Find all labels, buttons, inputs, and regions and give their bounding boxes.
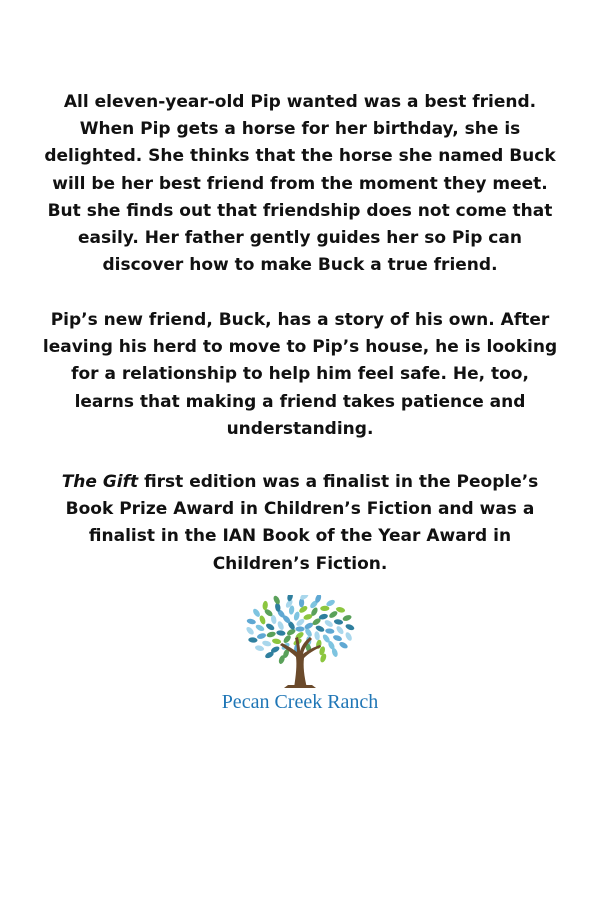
tree-leaf [272, 638, 282, 645]
tree-icon [240, 595, 360, 695]
tree-leaf [248, 637, 258, 643]
tree-leaf [282, 634, 292, 644]
tree-leaf [286, 628, 297, 637]
tree-leaf [286, 595, 293, 602]
tree-leaf [338, 641, 349, 650]
tree-leaf [342, 614, 352, 622]
blurb-paragraph-3 [40, 469, 560, 578]
tree-leaf [344, 631, 353, 642]
tree-leaf [328, 610, 339, 619]
tree-leaf [324, 619, 335, 628]
tree-leaf [246, 618, 256, 625]
tree-leaf [293, 611, 301, 621]
tree-leaf [335, 625, 345, 635]
book-title: The Gift [61, 472, 139, 492]
tree-leaf [252, 608, 262, 619]
tree-leaf [262, 640, 272, 648]
blurb-paragraph-2: Pip’s new friend, Buck, has a story of his own. After leaving his herd to move to Pip’s house, he is looking for a relationship to help him feel safe. He, too, learns that making a friend takes patience and understanding. [42, 310, 558, 439]
tree-leaf [314, 631, 321, 641]
tree-logo-graphic [240, 595, 360, 695]
tree-leaf [255, 623, 266, 632]
tree-leaf [276, 630, 286, 636]
tree-leaf [304, 621, 315, 630]
tree-leaf [258, 615, 266, 625]
award-text: first edition was a finalist in the People’s Book Prize Award in Children’s Fiction and was a finalist in the IAN Book of the Year Award in Children’s Fiction. [65, 472, 539, 574]
tree-leaf [334, 619, 344, 626]
tree-leaf [345, 623, 355, 631]
tree-leaf [266, 631, 276, 639]
blurb-paragraph-1: All eleven-year-old Pip wanted was a best friend. When Pip gets a horse for her birthday, she is delighted. She thinks that the horse she named Buck will be her best friend from the moment they meet. But she finds out that friendship does not come that easily. Her father gently guides her so Pip can discover how to make Buck a true friend. [44, 92, 556, 276]
tree-leaf [325, 628, 335, 634]
tree-leaf [245, 626, 255, 636]
tree-leaf [295, 626, 304, 631]
tree-leaf [272, 595, 281, 605]
tree-leaf [332, 634, 342, 642]
tree-leaf [254, 645, 264, 652]
publisher-name: Pecan Creek Ranch [221, 691, 379, 713]
tree-leaf [262, 601, 268, 611]
tree-leaf [320, 606, 329, 612]
tree-leaf [256, 632, 266, 640]
tree-leaf [276, 620, 285, 631]
